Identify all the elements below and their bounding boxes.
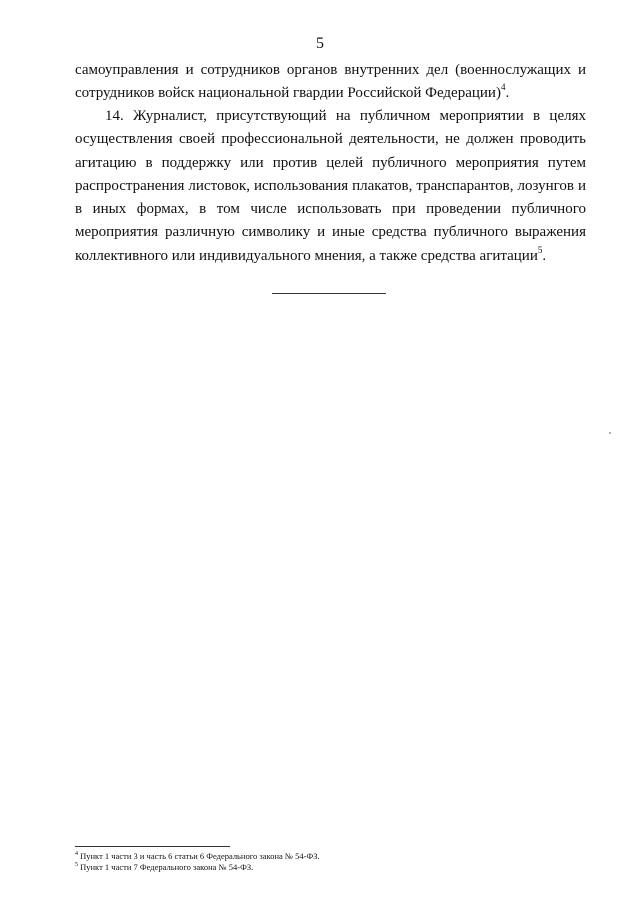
footnote-text-4: Пункт 1 части 3 и часть 6 статьи 6 Федерального закона № 54-ФЗ. [80, 851, 320, 861]
paragraph-text: 14. Журналист, присутствующий на публичном мероприятии в целях осуществления своей профессиональной деятельности, не должен проводить агитацию в поддержку или против целей публичного мероприятия путем распространения листовок, использования плакатов, транспарантов, лозунгов и в иных формах, в том числе использовать при проведении публичного мероприятия различную символику и иные средства публичного выражения коллективного или индивидуального мнения, а также средства агитации [75, 108, 586, 264]
footnote-marker-5: 5 [75, 862, 78, 869]
scan-speck [609, 432, 611, 434]
footnote-separator [75, 846, 230, 847]
footnote-ref-4: 4 [500, 82, 506, 93]
paragraph-tail: . [542, 247, 547, 264]
end-of-text-rule [272, 293, 386, 294]
footnote-text-5: Пункт 1 части 7 Федерального закона № 54-ФЗ. [80, 862, 254, 872]
footnote-5 [75, 862, 595, 873]
body-paragraph-14 [75, 105, 586, 268]
footnote-ref-5: 5 [537, 244, 543, 255]
body-paragraph-continuation [75, 59, 586, 106]
paragraph-text: самоуправления и сотрудников органов внутренних дел (военнослужащих и сотрудников войск национальной гвардии Российской Федерации) [75, 62, 586, 102]
footnote-marker-4: 4 [75, 851, 78, 858]
footnote-4 [75, 851, 595, 862]
footnotes [75, 851, 595, 873]
paragraph-tail: . [505, 85, 510, 102]
page-number: 5 [316, 35, 324, 52]
